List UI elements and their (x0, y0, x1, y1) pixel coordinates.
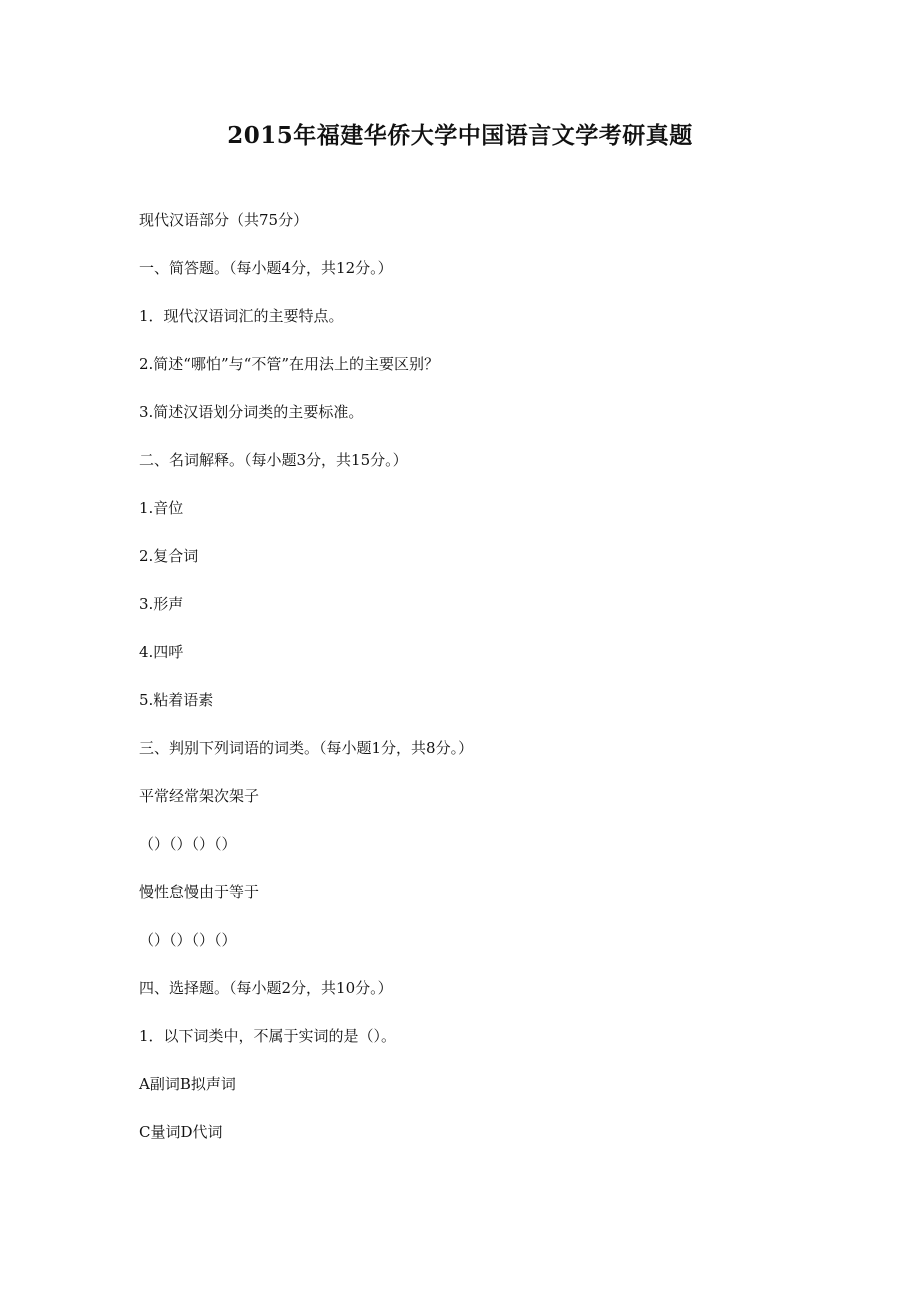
section-heading-word-class: 三、判别下列词语的词类。（每小题1分，共8分。） (139, 739, 474, 757)
answer-blanks-line: （）（）（）（） (139, 835, 237, 853)
question-line: 2.简述“哪怕”与“不管”在用法上的主要区别？ (139, 355, 439, 373)
question-line: 5.粘着语素 (139, 691, 214, 709)
word-list-line: 慢性怠慢由于等于 (139, 883, 260, 901)
question-line: 1.音位 (139, 499, 184, 517)
choice-options-line: C量词D代词 (139, 1123, 223, 1141)
question-line: 1．以下词类中，不属于实词的是（）。 (139, 1027, 397, 1045)
section-heading-modern-chinese: 现代汉语部分（共75分） (139, 211, 309, 229)
question-line: 3.简述汉语划分词类的主要标准。 (139, 403, 364, 421)
word-list-line: 平常经常架次架子 (139, 787, 260, 805)
section-heading-term-explanation: 二、名词解释。（每小题3分，共15分。） (139, 451, 408, 469)
question-line: 1．现代汉语词汇的主要特点。 (139, 307, 344, 325)
choice-options-line: A副词B拟声词 (139, 1075, 236, 1093)
section-heading-multiple-choice: 四、选择题。（每小题2分，共10分。） (139, 979, 393, 997)
section-heading-short-answer: 一、简答题。（每小题4分，共12分。） (139, 259, 393, 277)
document-title: 2015年福建华侨大学中国语言文学考研真题 (227, 122, 693, 149)
answer-blanks-line: （）（）（）（） (139, 931, 237, 949)
document-body (139, 206, 839, 1166)
question-line: 2.复合词 (139, 547, 199, 565)
question-line: 4.四呼 (139, 643, 184, 661)
question-line: 3.形声 (139, 595, 184, 613)
